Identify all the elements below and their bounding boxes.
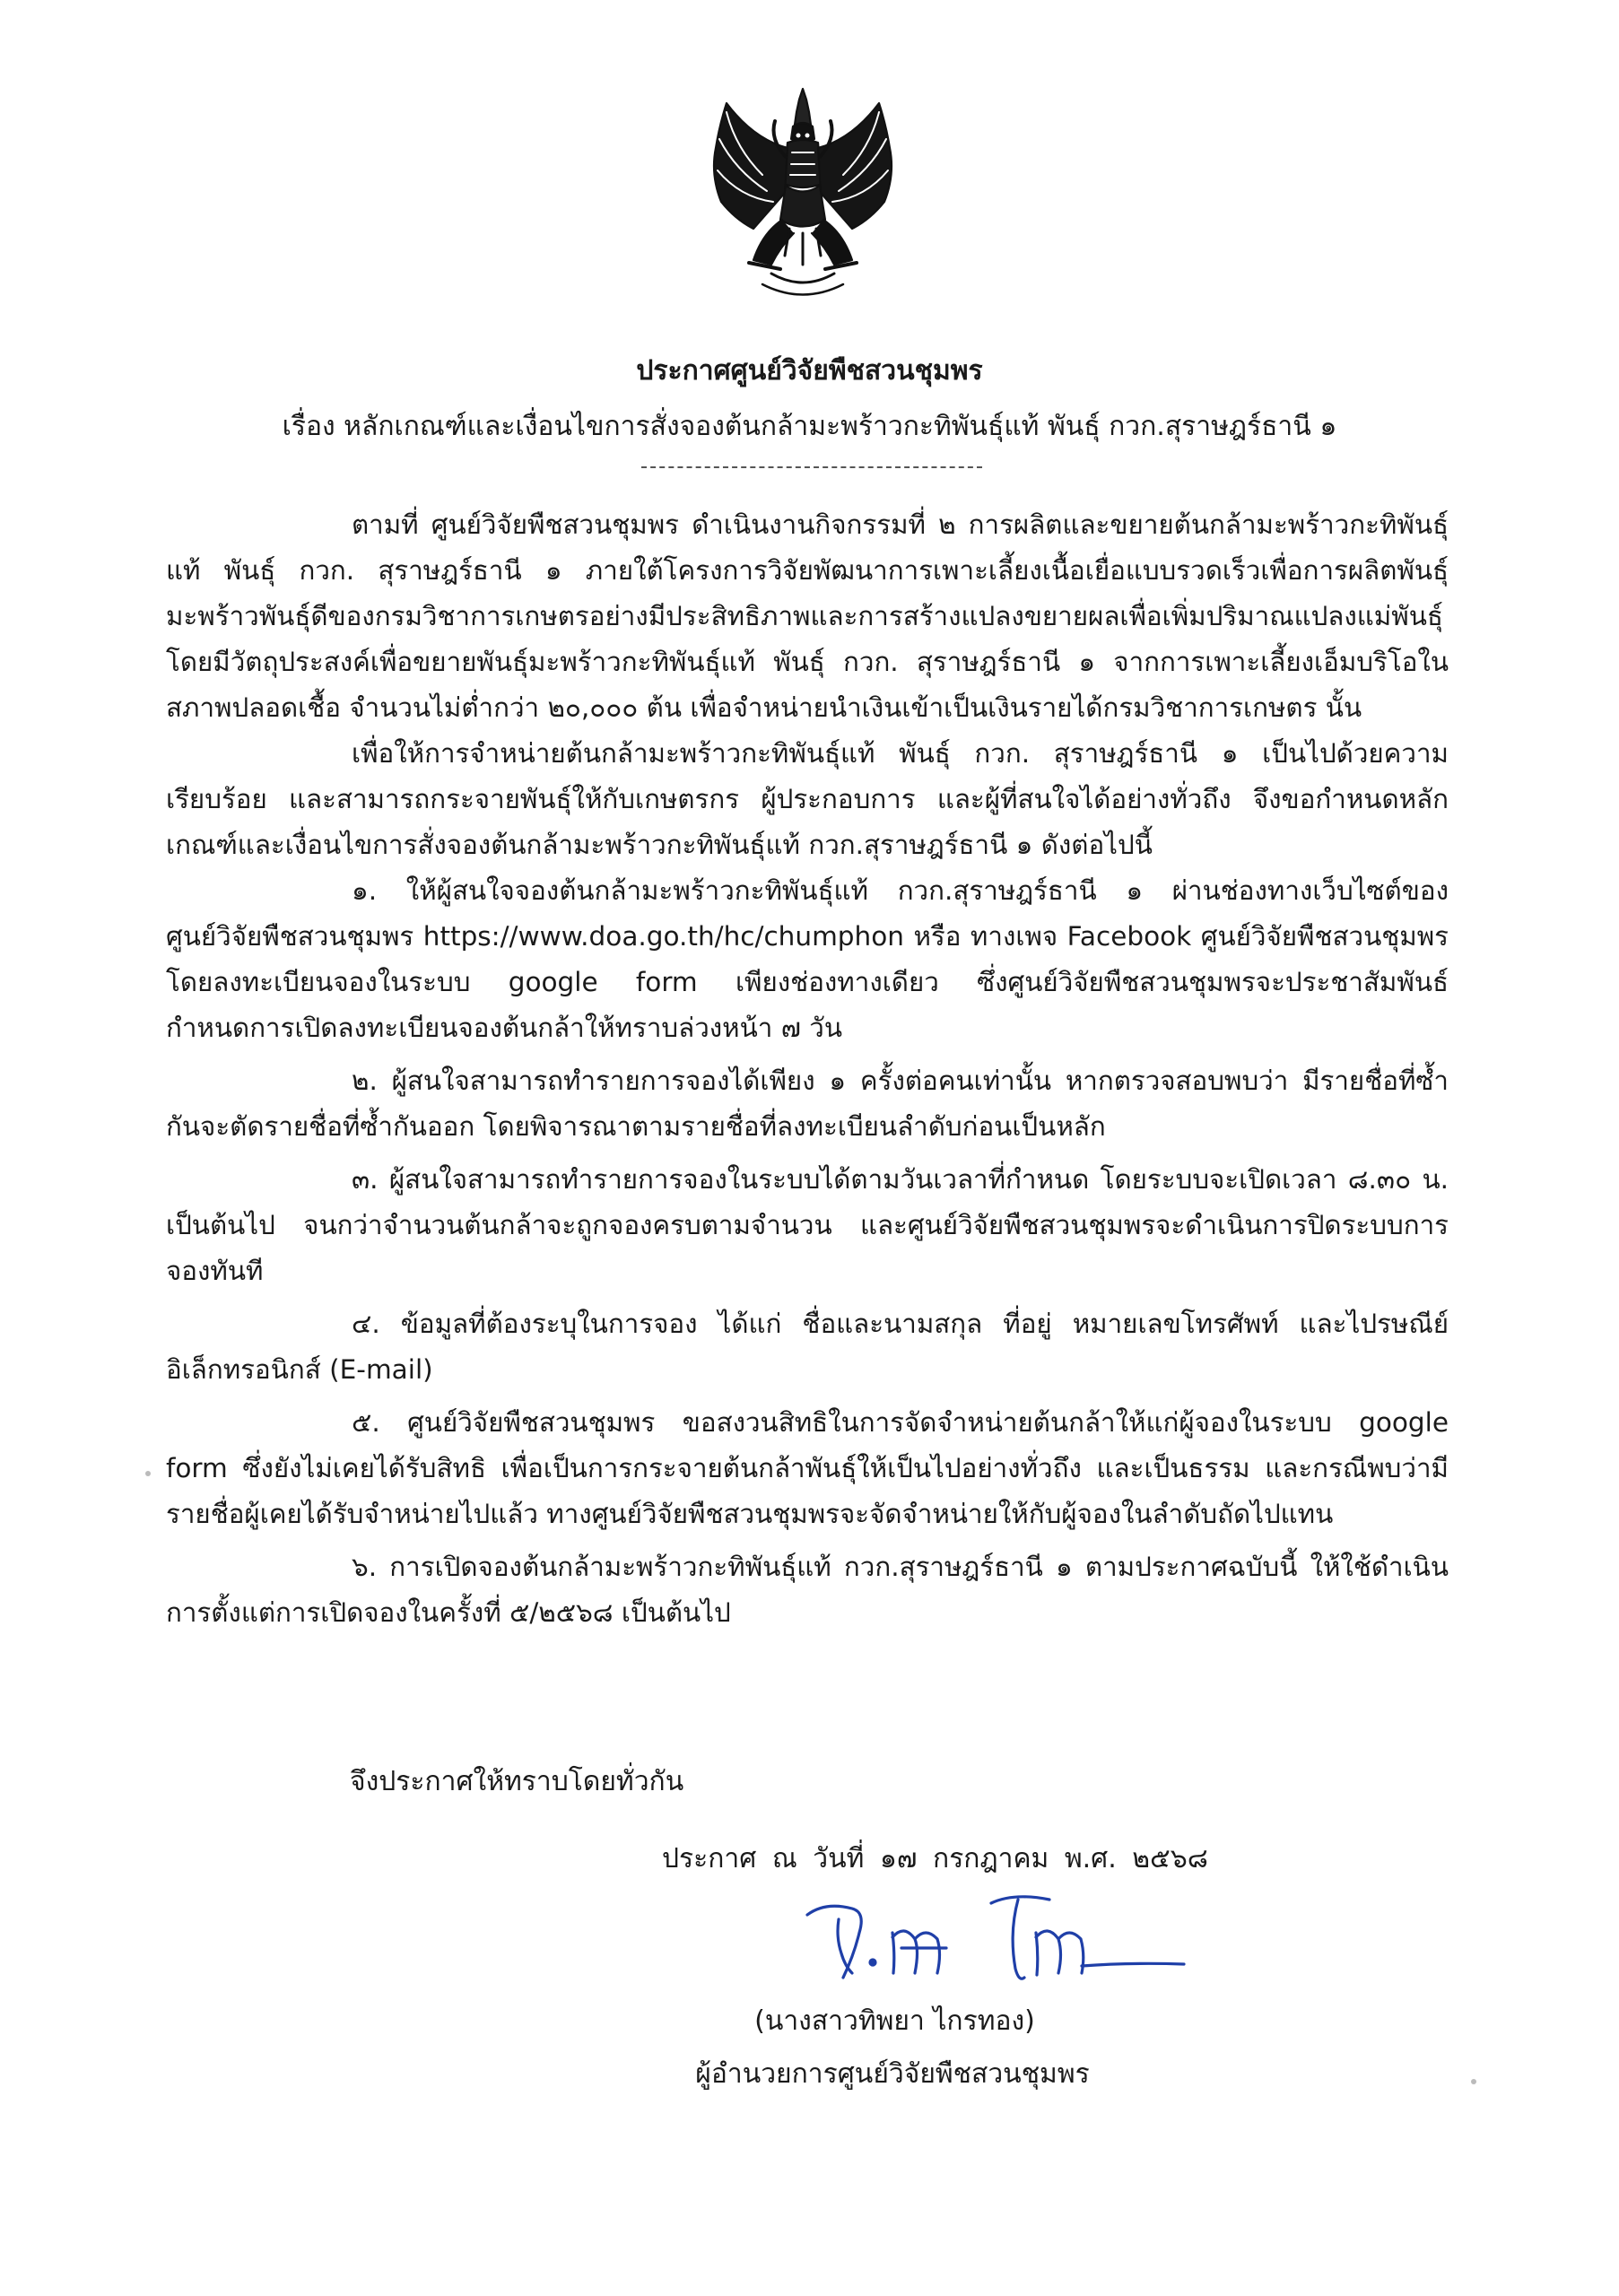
paragraph-rule-3: ๓. ผู้สนใจสามารถทำรายการจองในระบบได้ตามวันเวลาที่กำหนด โดยระบบจะเปิดเวลา ๘.๓๐ น. เป็นต้นไป จนกว่าจำนวนต้นกล้าจะถูกจองครบตามจำนวน และศูนย์วิจัยพืชสวนชุมพรจะดำเนินการปิดระบบการจองทันที xyxy=(166,1164,1449,1286)
closing-statement: จึงประกาศให้ทราบโดยทั่วกัน xyxy=(350,1766,684,1797)
announcement-title: ประกาศศูนย์วิจัยพืชสวนชุมพร xyxy=(636,355,983,387)
paragraph-intro: ตามที่ ศูนย์วิจัยพืชสวนชุมพร ดำเนินงานกิจกรรมที่ ๒ การผลิตและขยายต้นกล้ามะพร้าวกะทิพันธุ์แท้ พันธุ์ กวก. สุราษฎร์ธานี ๑ ภายใต้โครงการวิจัยพัฒนาการเพาะเลี้ยงเนื้อเยื่อแบบรวดเร็วเพื่อการผลิตพันธุ์มะพร้าวพันธุ์ดีของกรมวิชาการเกษตรอย่างมีประสิทธิภาพและการสร้างแปลงขยายผลเพื่อเพิ่มปริมาณแปลงแม่พันธุ์ โดยมีวัตถุประสงค์เพื่อขยายพันธุ์มะพร้าวกะทิพันธุ์แท้ พันธุ์ กวก. สุราษฎร์ธานี ๑ จากการเพาะเลี้ยงเอ็มบริโอในสภาพปลอดเชื้อ จำนวนไม่ต่ำกว่า ๒๐,๐๐๐ ต้น เพื่อจำหน่ายนำเงินเข้าเป็นเงินรายได้กรมวิชาการเกษตร นั้น xyxy=(166,509,1449,723)
paragraph-rule-5: ๕. ศูนย์วิจัยพืชสวนชุมพร ขอสงวนสิทธิในการจัดจำหน่ายต้นกล้าให้แก่ผู้จองในระบบ google form ซึ่งยังไม่เคยได้รับสิทธิ เพื่อเป็นการกระจายต้นกล้าพันธุ์ให้เป็นไปอย่างทั่วถึง และเป็นธรรม และกรณีพบว่ามีรายชื่อผู้เคยได้รับจำหน่ายไปแล้ว ทางศูนย์วิจัยพืชสวนชุมพรจะจัดจำหน่ายให้กับผู้จองในลำดับถัดไปแทน xyxy=(166,1407,1449,1529)
margin-mark xyxy=(145,1471,151,1476)
paragraph-rule-4: ๔. ข้อมูลที่ต้องระบุในการจอง ได้แก่ ชื่อและนามสกุล ที่อยู่ หมายเลขโทรศัพท์ และไปรษณีย์อิเล็กทรอนิกส์ (E-mail) xyxy=(166,1309,1449,1385)
title-divider xyxy=(641,466,982,468)
announcement-date: ประกาศ ณ วันที่ ๑๗ กรกฎาคม พ.ศ. ๒๕๖๘ xyxy=(662,1843,1208,1874)
paragraph-rule-6: ๖. การเปิดจองต้นกล้ามะพร้าวกะทิพันธุ์แท้ กวก.สุราษฎร์ธานี ๑ ตามประกาศฉบับนี้ ให้ใช้ดำเนินการตั้งแต่การเปิดจองในครั้งที่ ๕/๒๕๖๘ เป็นต้นไป xyxy=(166,1552,1449,1628)
paragraph-purpose: เพื่อให้การจำหน่ายต้นกล้ามะพร้าวกะทิพันธุ์แท้ พันธุ์ กวก. สุราษฎร์ธานี ๑ เป็นไปด้วยความเรียบร้อย และสามารถกระจายพันธุ์ให้กับเกษตรกร ผู้ประกอบการ และผู้ที่สนใจได้อย่างทั่วถึง จึงขอกำหนดหลักเกณฑ์และเงื่อนไขการสั่งจองต้นกล้ามะพร้าวกะทิพันธุ์แท้ กวก.สุราษฎร์ธานี ๑ ดังต่อไปนี้ xyxy=(166,738,1449,860)
paragraph-rule-2: ๒. ผู้สนใจสามารถทำรายการจองได้เพียง ๑ ครั้งต่อคนเท่านั้น หากตรวจสอบพบว่า มีรายชื่อที่ซ้ำกันจะตัดรายชื่อที่ซ้ำกันออก โดยพิจารณาตามรายชื่อที่ลงทะเบียนลำดับก่อนเป็นหลัก xyxy=(166,1065,1449,1142)
announcement-body xyxy=(166,502,1449,1636)
signer-name: (นางสาวทิพยา ไกรทอง) xyxy=(754,2005,1035,2037)
paragraph-rule-1: ๑. ให้ผู้สนใจจองต้นกล้ามะพร้าวกะทิพันธุ์แท้ กวก.สุราษฎร์ธานี ๑ ผ่านช่องทางเว็บไซต์ของศูนย์วิจัยพืชสวนชุมพร https://www.doa.go.th/hc/chumphon หรือ ทางเพจ Facebook ศูนย์วิจัยพืชสวนชุมพร โดยลงทะเบียนจองในระบบ google form เพียงช่องทางเดียว ซึ่งศูนย์วิจัยพืชสวนชุมพรจะประชาสัมพันธ์กำหนดการเปิดลงทะเบียนจองต้นกล้าให้ทราบล่วงหน้า ๗ วัน xyxy=(166,875,1449,1043)
handwritten-signature xyxy=(789,1883,1202,2009)
announcement-subject: เรื่อง หลักเกณฑ์และเงื่อนไขการสั่งจองต้นกล้ามะพร้าวกะทิพันธุ์แท้ พันธุ์ กวก.สุราษฎร์ธานี ๑ xyxy=(282,411,1337,442)
garuda-emblem-icon xyxy=(700,85,906,300)
signer-position: ผู้อำนวยการศูนย์วิจัยพืชสวนชุมพร xyxy=(695,2058,1090,2090)
margin-mark xyxy=(1471,2079,1476,2084)
